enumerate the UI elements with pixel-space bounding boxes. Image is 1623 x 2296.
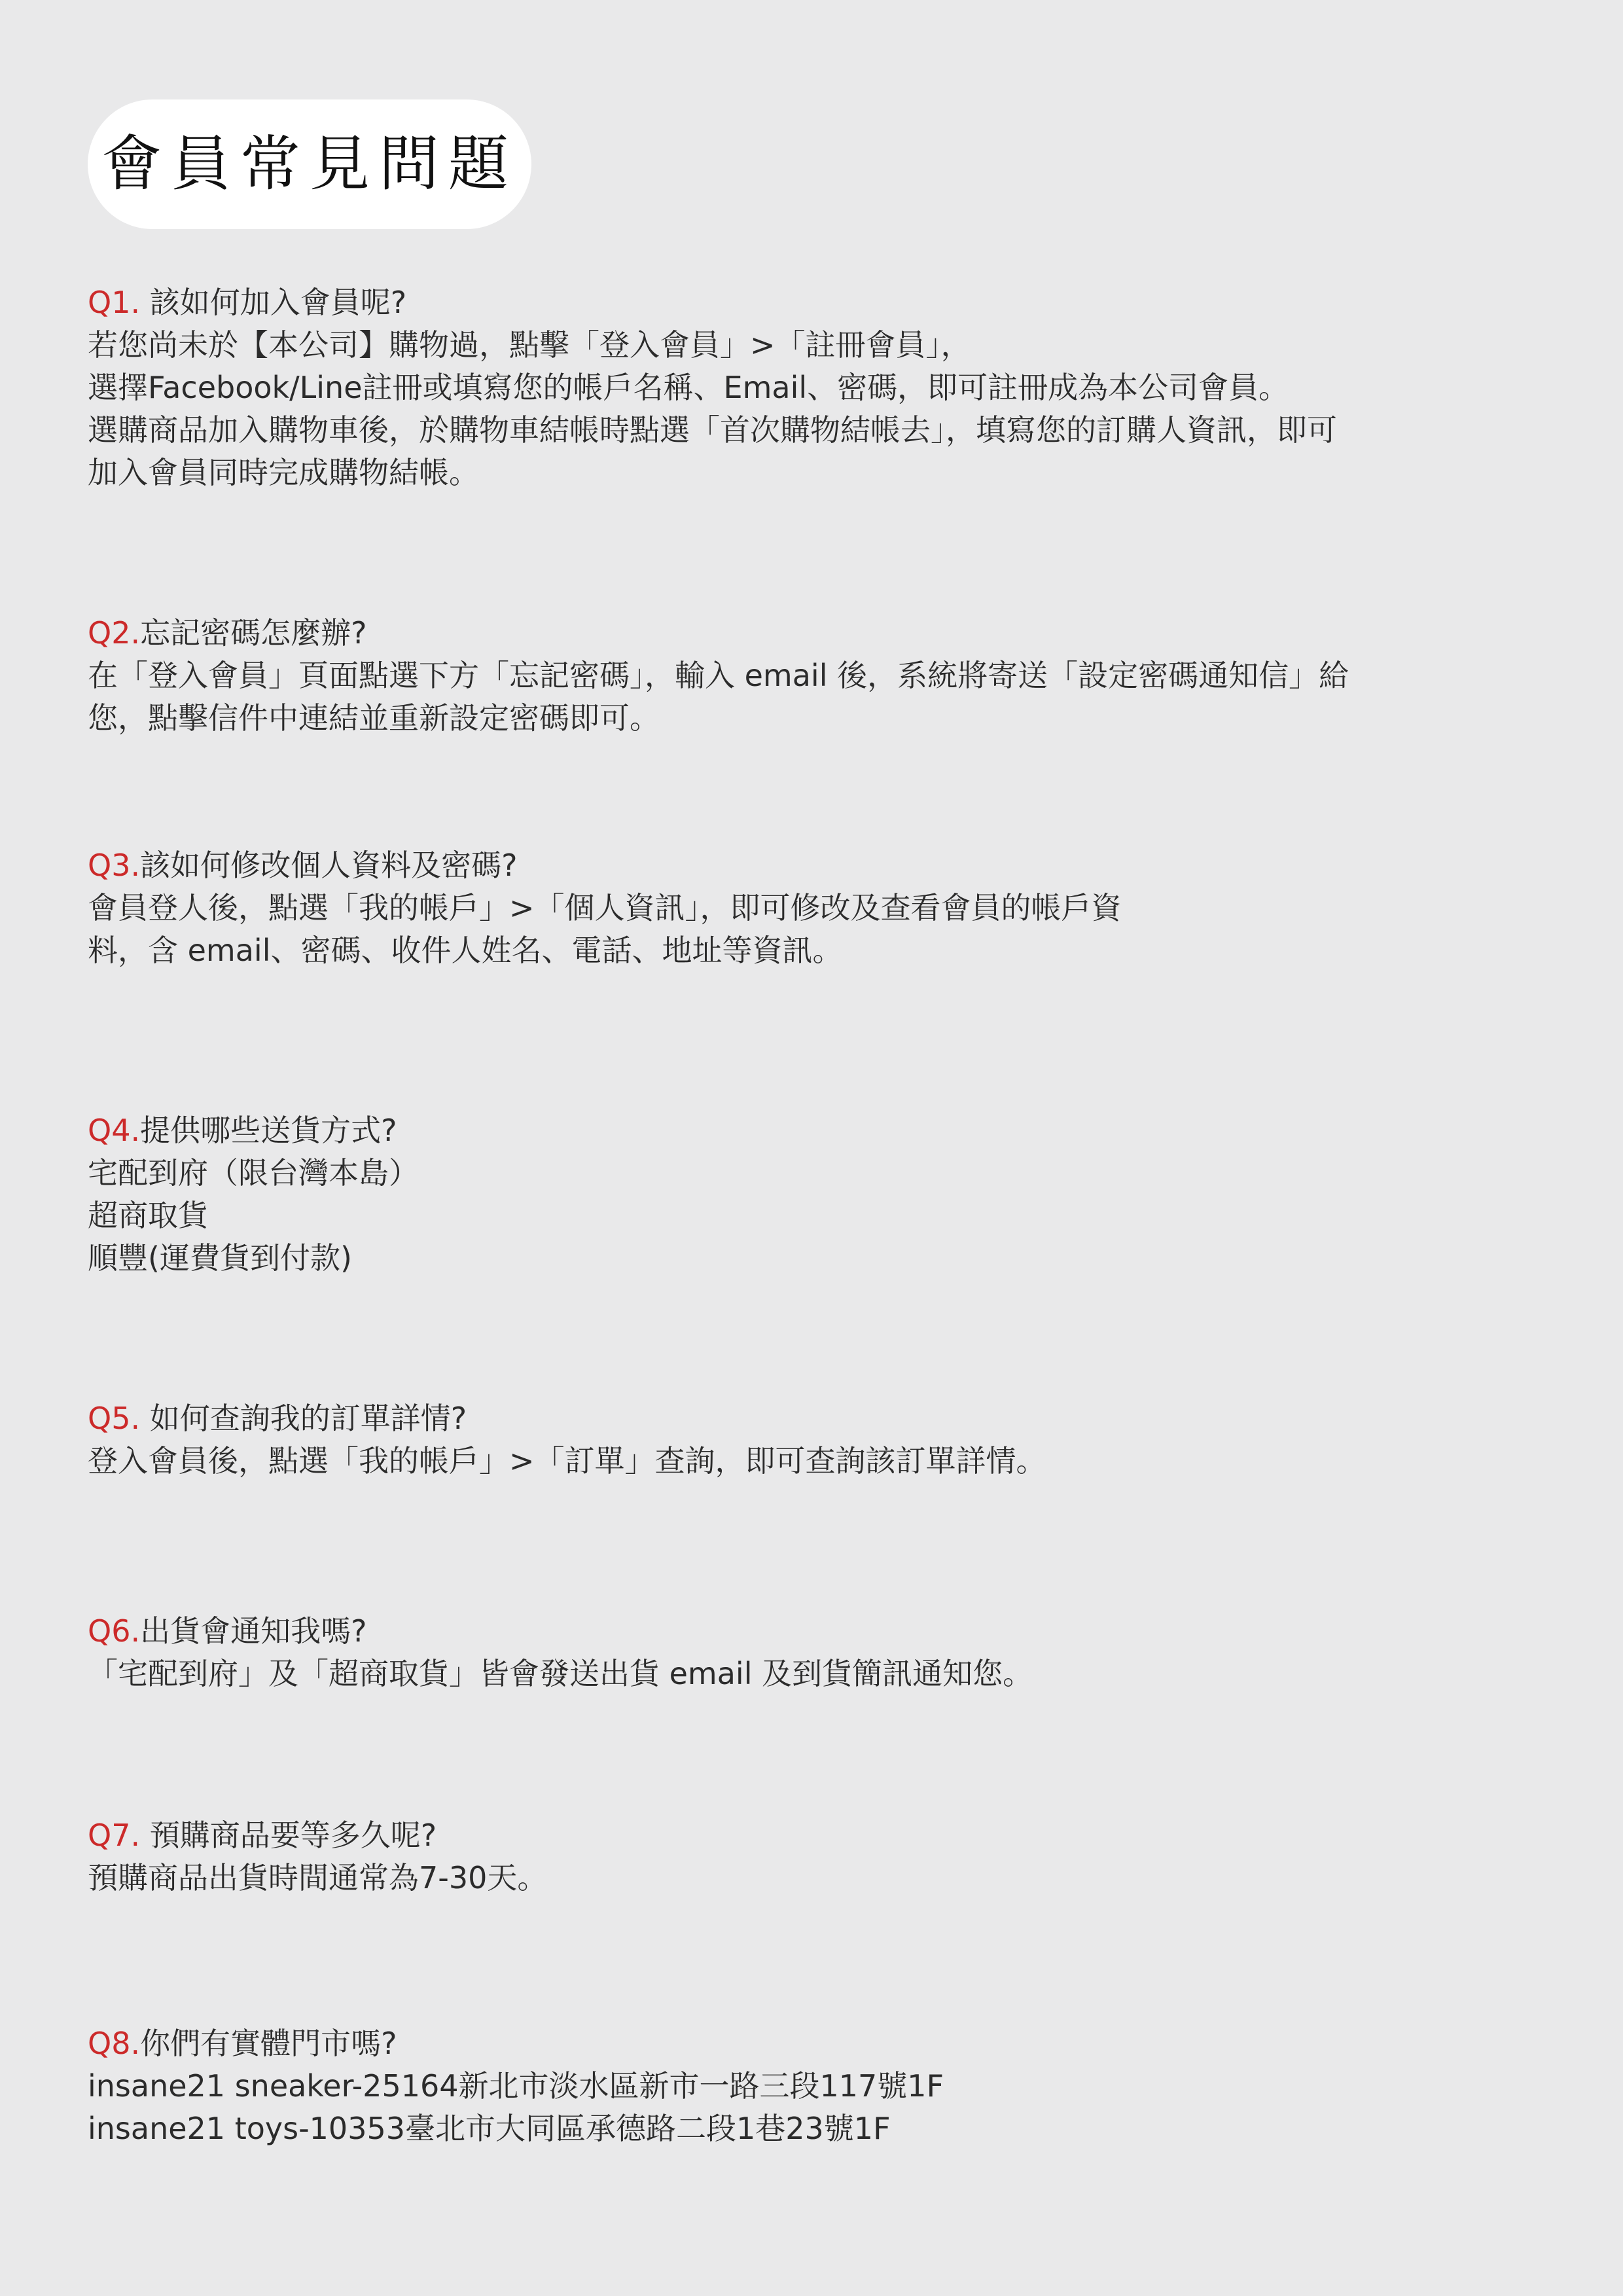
- page-title: 會員常見問題: [101, 129, 518, 199]
- faq-question: [88, 1109, 1547, 1152]
- faq-question: [88, 844, 1547, 887]
- question-text: 如何查詢我的訂單詳情?: [140, 1401, 467, 1436]
- faq-item-6: [88, 1610, 1547, 1695]
- answer-line: 選購商品加入購物車後，於購物車結帳時點選「首次購物結帳去」，填寫您的訂購人資訊，即可: [88, 412, 1337, 448]
- question-number: Q3.: [88, 848, 141, 883]
- answer-line: 超商取貨: [88, 1198, 208, 1233]
- faq-item-3: [88, 844, 1547, 972]
- answer-line: 若您尚未於【本公司】購物過，點擊「登入會員」>「註冊會員」，: [88, 327, 971, 363]
- answer-line: 料，含 email、密碼、收件人姓名、電話、地址等資訊。: [88, 933, 843, 968]
- question-number: Q2.: [88, 615, 141, 651]
- question-number: Q1.: [88, 285, 141, 320]
- faq-question: [88, 1814, 1547, 1857]
- page-title-badge: [88, 99, 531, 229]
- faq-question: [88, 612, 1547, 655]
- faq-question: [88, 1610, 1547, 1653]
- question-number: Q6.: [88, 1613, 141, 1649]
- faq-item-7: [88, 1814, 1547, 1899]
- faq-item-5: [88, 1397, 1547, 1482]
- answer-line: 您，點擊信件中連結並重新設定密碼即可。: [88, 700, 660, 736]
- question-number: Q5.: [88, 1401, 141, 1436]
- answer-line: 順豐(運費貨到付款): [88, 1240, 352, 1276]
- question-number: Q4.: [88, 1113, 141, 1148]
- question-text: 預購商品要等多久呢?: [140, 1818, 437, 1853]
- answer-line: 宅配到府（限台灣本島）: [88, 1155, 419, 1191]
- question-number: Q7.: [88, 1818, 141, 1853]
- answer-line: 在「登入會員」頁面點選下方「忘記密碼」，輸入 email 後，系統將寄送「設定密碼通知信」給: [88, 658, 1349, 693]
- faq-question: [88, 281, 1547, 324]
- answer-line: 選擇Facebook/Line註冊或填寫您的帳戶名稱、Email、密碼，即可註冊成為本公司會員。: [88, 370, 1289, 405]
- faq-item-4: [88, 1109, 1547, 1280]
- question-text: 該如何修改個人資料及密碼?: [140, 848, 518, 883]
- question-number: Q8.: [88, 2026, 141, 2061]
- answer-line: 加入會員同時完成購物結帳。: [88, 455, 479, 490]
- answer-line: 會員登人後，點選「我的帳戶」>「個人資訊」，即可修改及查看會員的帳戶資: [88, 890, 1122, 925]
- question-text: 提供哪些送貨方式?: [140, 1113, 397, 1148]
- question-text: 出貨會通知我嗎?: [140, 1613, 367, 1649]
- answer-line: insane21 toys-10353臺北市大同區承德路二段1巷23號1F: [88, 2111, 891, 2146]
- answer-line: 預購商品出貨時間通常為7-30天。: [88, 1860, 548, 1895]
- question-text: 忘記密碼怎麼辦?: [140, 615, 367, 651]
- answer-line: 「宅配到府」及「超商取貨」皆會發送出貨 email 及到貨簡訊通知您。: [88, 1656, 1033, 1691]
- answer-line: insane21 sneaker-25164新北市淡水區新市一路三段117號1F: [88, 2068, 944, 2104]
- faq-question: [88, 1397, 1547, 1440]
- faq-item-1: [88, 281, 1547, 494]
- answer-line: 登入會員後，點選「我的帳戶」>「訂單」查詢，即可查詢該訂單詳情。: [88, 1443, 1046, 1479]
- question-text: 你們有實體門市嗎?: [140, 2026, 397, 2061]
- question-text: 該如何加入會員呢?: [140, 285, 407, 320]
- faq-question: [88, 2022, 1547, 2065]
- faq-item-2: [88, 612, 1547, 740]
- faq-item-8: [88, 2022, 1547, 2150]
